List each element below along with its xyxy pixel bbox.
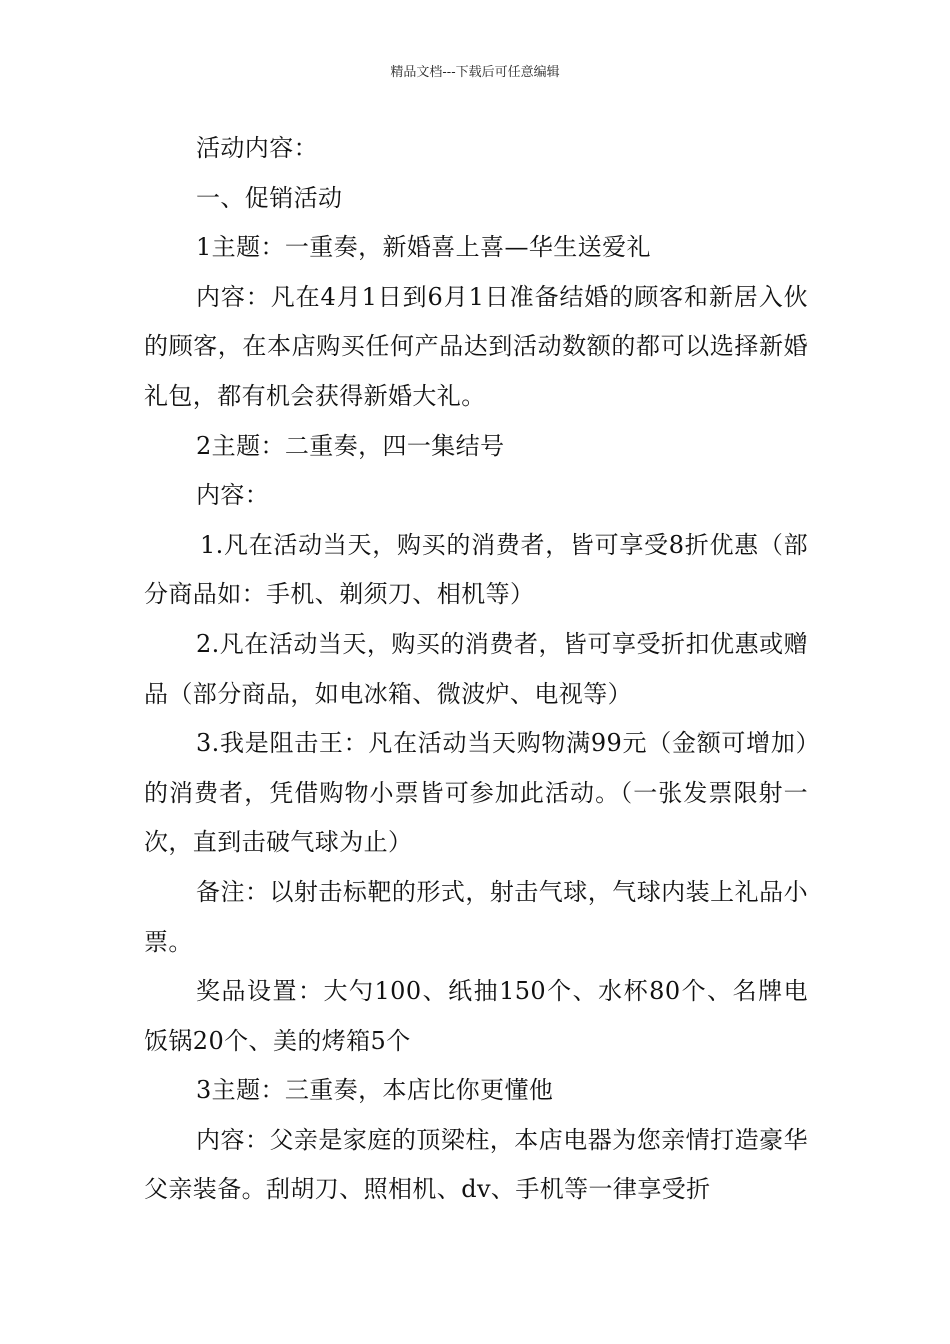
theme-2-note: 备注：以射击标靶的形式，射击气球，气球内装上礼品小票。 — [144, 877, 808, 956]
theme-2-item-3: 3.我是阻击王：凡在活动当天购物满99元（金额可增加）的消费者，凭借购物小票皆可参加此活动。（一张发票限射一次，直到击破气球为止） — [144, 729, 808, 857]
theme-2-content-label: 内容： — [196, 481, 270, 510]
theme-2-item-1: 1.凡在活动当天，购买的消费者，皆可享受8折优惠（部分商品如：手机、剃须刀、相机等） — [144, 530, 808, 609]
section-heading-promotion: 一、促销活动 — [196, 183, 343, 212]
theme-3-content: 内容：父亲是家庭的顶梁柱，本店电器为您亲情打造豪华父亲装备。刮胡刀、照相机、dv、手机等一律享受折 — [144, 1125, 808, 1204]
theme-2-prizes: 奖品设置：大勺100、纸抽150个、水杯80个、名牌电饭锅20个、美的烤箱5个 — [144, 977, 808, 1055]
theme-1-title: 1主题：一重奏，新婚喜上喜—华生送爱礼 — [196, 233, 651, 262]
page-header: 精品文档---下载后可任意编辑 — [390, 65, 560, 80]
section-heading-activity-content: 活动内容： — [196, 134, 318, 162]
theme-2-title: 2主题：二重奏，四一集结号 — [196, 431, 505, 460]
theme-1-content: 内容：凡在4月1日到6月1日准备结婚的顾客和新居入伙的顾客，在本店购买任何产品达到活动数额的都可以选择新婚礼包，都有机会获得新婚大礼。 — [144, 282, 808, 410]
theme-2-item-2: 2.凡在活动当天，购买的消费者，皆可享受折扣优惠或赠品（部分商品，如电冰箱、微波炉、电视等） — [144, 629, 808, 708]
document-body — [144, 124, 808, 1215]
theme-3-title: 3主题：三重奏，本店比你更懂他 — [196, 1076, 554, 1105]
